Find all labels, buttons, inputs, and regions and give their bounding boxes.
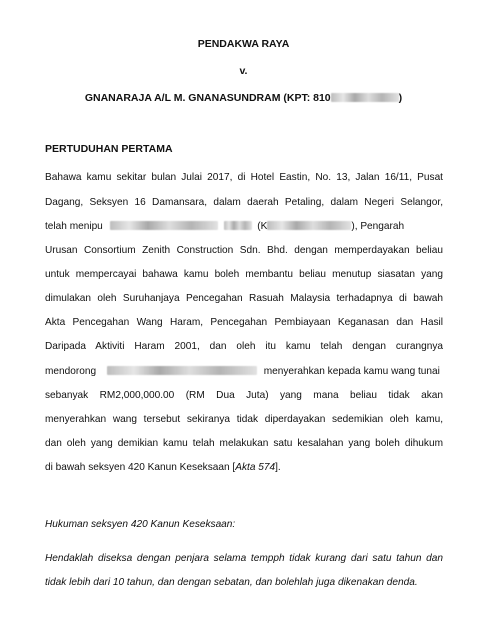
charge-heading: PERTUDUHAN PERTAMA — [45, 143, 173, 155]
penalty-line: Hendaklah diseksa dengan penjara selama tempph tidak kurang dari satu tahun dan — [45, 553, 443, 564]
charge-line — [45, 221, 443, 232]
penalty-heading: Hukuman seksyen 420 Kanun Keseksaan: — [45, 519, 236, 530]
charge-text: menyerahkan kepada kamu wang tunai — [263, 366, 440, 377]
charge-text: ]. — [275, 462, 281, 473]
charge-text: telah menipu — [45, 221, 103, 232]
charge-line — [45, 366, 443, 377]
charge-line: Urusan Consortium Zenith Construction Sdn. Bhd. dengan memperdayakan beliau — [45, 245, 443, 256]
charge-text: di bawah seksyen 420 Kanun Keseksaan [ — [45, 462, 236, 473]
accused-name: GNANARAJA A/L M. GNANASUNDRAM (KPT: 810 — [84, 92, 331, 104]
penalty-line: tidak lebih dari 10 tahun, dan dengan sebatan, dan bolehlah juga dikenakan denda. — [45, 577, 418, 588]
charge-line: Daripada Aktiviti Haram 2001, dan oleh itu kamu telah dengan curangnya — [45, 341, 443, 352]
redacted-victim-id — [267, 221, 351, 230]
accused-suffix: ) — [398, 92, 403, 104]
charge-line: untuk mempercayai bahawa kamu boleh membantu beliau menutup siasatan yang — [45, 269, 443, 280]
charge-line: dan oleh yang demikian kamu telah melakukan satu kesalahan yang boleh dihukum — [45, 438, 443, 449]
charge-line — [45, 462, 443, 473]
charge-text: mendorong — [45, 366, 97, 377]
charge-line: Dagang, Seksyen 16 Damansara, dalam daerah Petaling, dalam Negeri Selangor, — [45, 197, 443, 208]
charge-text: (K — [257, 221, 268, 232]
redacted-text — [224, 221, 252, 230]
redacted-id — [331, 93, 399, 102]
versus-label: v. — [239, 65, 248, 77]
case-title: PENDAKWA RAYA — [197, 38, 290, 50]
charge-line: menyerahkan wang tersebut sekiranya tidak diperdayakan sedemikian oleh kamu, — [45, 414, 443, 425]
charge-line: sebanyak RM2,000,000.00 (RM Dua Juta) yang mana beliau tidak akan — [45, 390, 443, 401]
redacted-victim-name — [107, 366, 257, 375]
charge-text: ), Pengarah — [351, 221, 405, 232]
redacted-victim-name — [110, 221, 218, 230]
charge-line: Bahawa kamu sekitar bulan Julai 2017, di Hotel Eastin, No. 13, Jalan 16/11, Pusat — [45, 172, 443, 183]
charge-line: dimulakan oleh Suruhanjaya Pencegahan Rasuah Malaysia terhadapnya di bawah — [45, 293, 443, 304]
act-reference: Akta 574 — [235, 462, 276, 473]
charge-line: Akta Pencegahan Wang Haram, Pencegahan Pembiayaan Keganasan dan Hasil — [45, 317, 443, 328]
accused-line — [0, 92, 487, 104]
